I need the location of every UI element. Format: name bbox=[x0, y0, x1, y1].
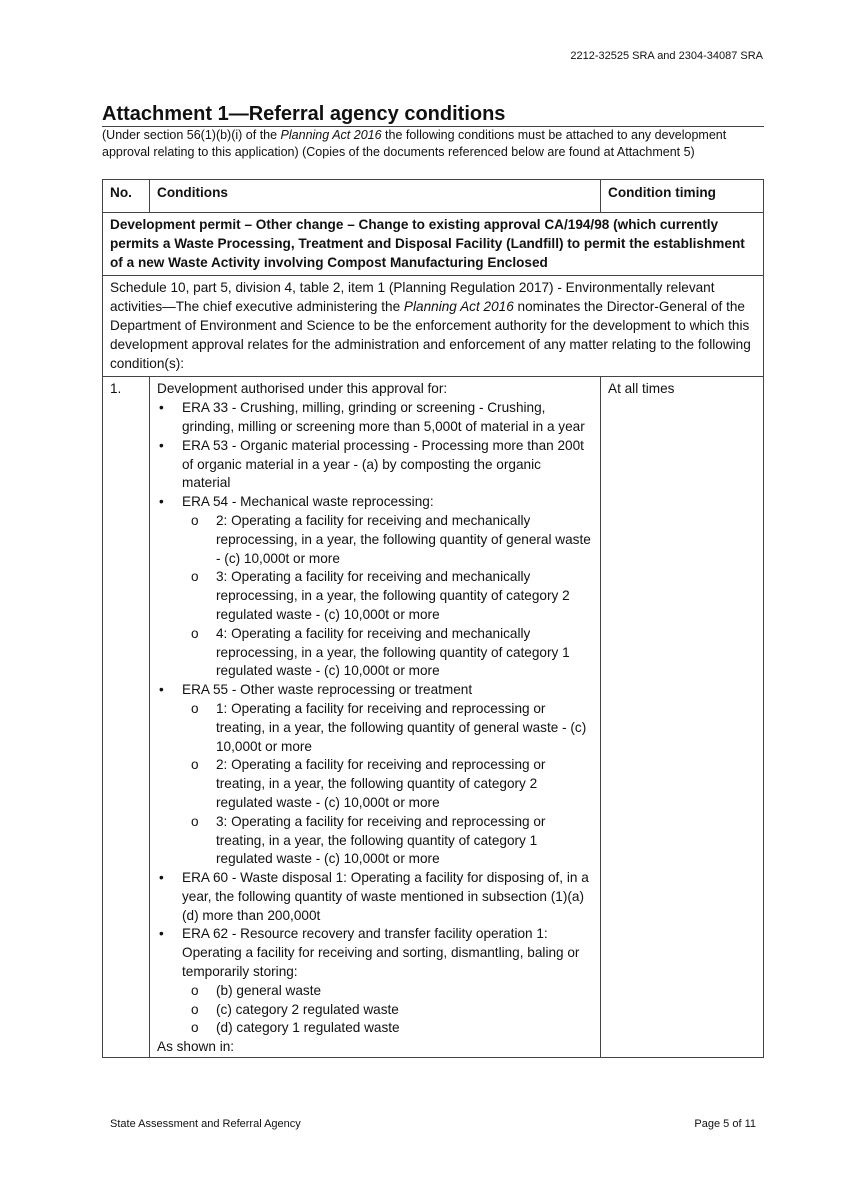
list-item-era53: • ERA 53 - Organic material processing - Processing more than 200t of organic material in a year - (a) by composting the organic material bbox=[157, 437, 593, 493]
list-item-era62 bbox=[157, 925, 593, 1038]
schedule-text-2: nominates the Director-General of the Department of Environment and Science to be the enforcement authority for the development to which this development approval relates for the administration and enforcement of any matter relating to the following condition(s): bbox=[110, 299, 751, 371]
era55-label: ERA 55 - Other waste reprocessing or treatment bbox=[182, 682, 473, 698]
condition-number: 1. bbox=[103, 377, 150, 1058]
list-item-era60: • ERA 60 - Waste disposal 1: Operating a facility for disposing of, in a year, the following quantity of waste mentioned in subsection (1)(a)(d) more than 200,000t bbox=[157, 869, 593, 925]
list-item: o 2: Operating a facility for receiving and mechanically reprocessing, in a year, the following quantity of general waste - (c) 10,000t or more bbox=[182, 512, 593, 568]
section-heading: Development permit – Other change – Change to existing approval CA/194/98 (which currently permits a Waste Processing, Treatment and Disposal Facility (Landfill) to permit the establishment of a new Waste Activity involving Compost Manufacturing Enclosed bbox=[103, 213, 764, 276]
intro-text-2: the following conditions must be attached to any development approval relating to this application) (Copies of the documents referenced below are found at Attachment 5) bbox=[102, 128, 727, 159]
conditions-table bbox=[102, 179, 764, 1058]
document-reference: 2212-32525 SRA and 2304-34087 SRA bbox=[570, 50, 763, 62]
era62-sublist bbox=[182, 982, 593, 1038]
condition-trailing: As shown in: bbox=[157, 1039, 235, 1055]
list-item: o (c) category 2 regulated waste bbox=[182, 1001, 593, 1020]
list-item-era54 bbox=[157, 493, 593, 681]
section-heading-row bbox=[103, 213, 764, 276]
footer-agency: State Assessment and Referral Agency bbox=[110, 1118, 301, 1130]
footer-page-number: Page 5 of 11 bbox=[694, 1118, 756, 1130]
header-no: No. bbox=[103, 180, 150, 213]
era54-label: ERA 54 - Mechanical waste reprocessing: bbox=[182, 494, 434, 510]
list-item: o (d) category 1 regulated waste bbox=[182, 1019, 593, 1038]
condition-body bbox=[150, 377, 601, 1058]
era62-label: ERA 62 - Resource recovery and transfer facility operation 1: Operating a facility for receiving and sorting, dismantling, baling or temporarily storing: bbox=[182, 926, 580, 980]
list-item: o 4: Operating a facility for receiving and mechanically reprocessing, in a year, the following quantity of category 1 regulated waste - (c) 10,000t or more bbox=[182, 625, 593, 681]
list-item: o 3: Operating a facility for receiving and reprocessing or treating, in a year, the following quantity of category 1 regulated waste - (c) 10,000t or more bbox=[182, 813, 593, 869]
schedule-text bbox=[103, 276, 764, 377]
condition-timing: At all times bbox=[601, 377, 764, 1058]
intro-act-name: Planning Act 2016 bbox=[280, 128, 382, 142]
era-list bbox=[157, 399, 593, 1038]
condition-row bbox=[103, 377, 764, 1058]
schedule-row bbox=[103, 276, 764, 377]
condition-lead: Development authorised under this approval for: bbox=[157, 381, 448, 397]
header-conditions: Conditions bbox=[150, 180, 601, 213]
schedule-act-name: Planning Act 2016 bbox=[403, 299, 514, 315]
list-item: o 3: Operating a facility for receiving and mechanically reprocessing, in a year, the following quantity of category 2 regulated waste - (c) 10,000t or more bbox=[182, 568, 593, 624]
table-header-row bbox=[103, 180, 764, 213]
intro-paragraph bbox=[102, 127, 764, 161]
schedule-text-1: Schedule 10, part 5, division 4, table 2, item 1 (Planning Regulation 2017) - Environmentally relevant activities—The chief executive administering the bbox=[110, 280, 715, 315]
header-timing: Condition timing bbox=[601, 180, 764, 213]
list-item: o (b) general waste bbox=[182, 982, 593, 1001]
era54-sublist bbox=[182, 512, 593, 681]
era55-sublist bbox=[182, 700, 593, 869]
list-item: o 2: Operating a facility for receiving and reprocessing or treating, in a year, the following quantity of category 2 regulated waste - (c) 10,000t or more bbox=[182, 756, 593, 812]
list-item-era55 bbox=[157, 681, 593, 869]
list-item-era33: • ERA 33 - Crushing, milling, grinding or screening - Crushing, grinding, milling or screening more than 5,000t of material in a year bbox=[157, 399, 593, 437]
list-item: o 1: Operating a facility for receiving and reprocessing or treating, in a year, the following quantity of general waste - (c) 10,000t or more bbox=[182, 700, 593, 756]
page-title: Attachment 1—Referral agency conditions bbox=[102, 102, 764, 127]
intro-text-1: (Under section 56(1)(b)(i) of the bbox=[102, 128, 281, 142]
